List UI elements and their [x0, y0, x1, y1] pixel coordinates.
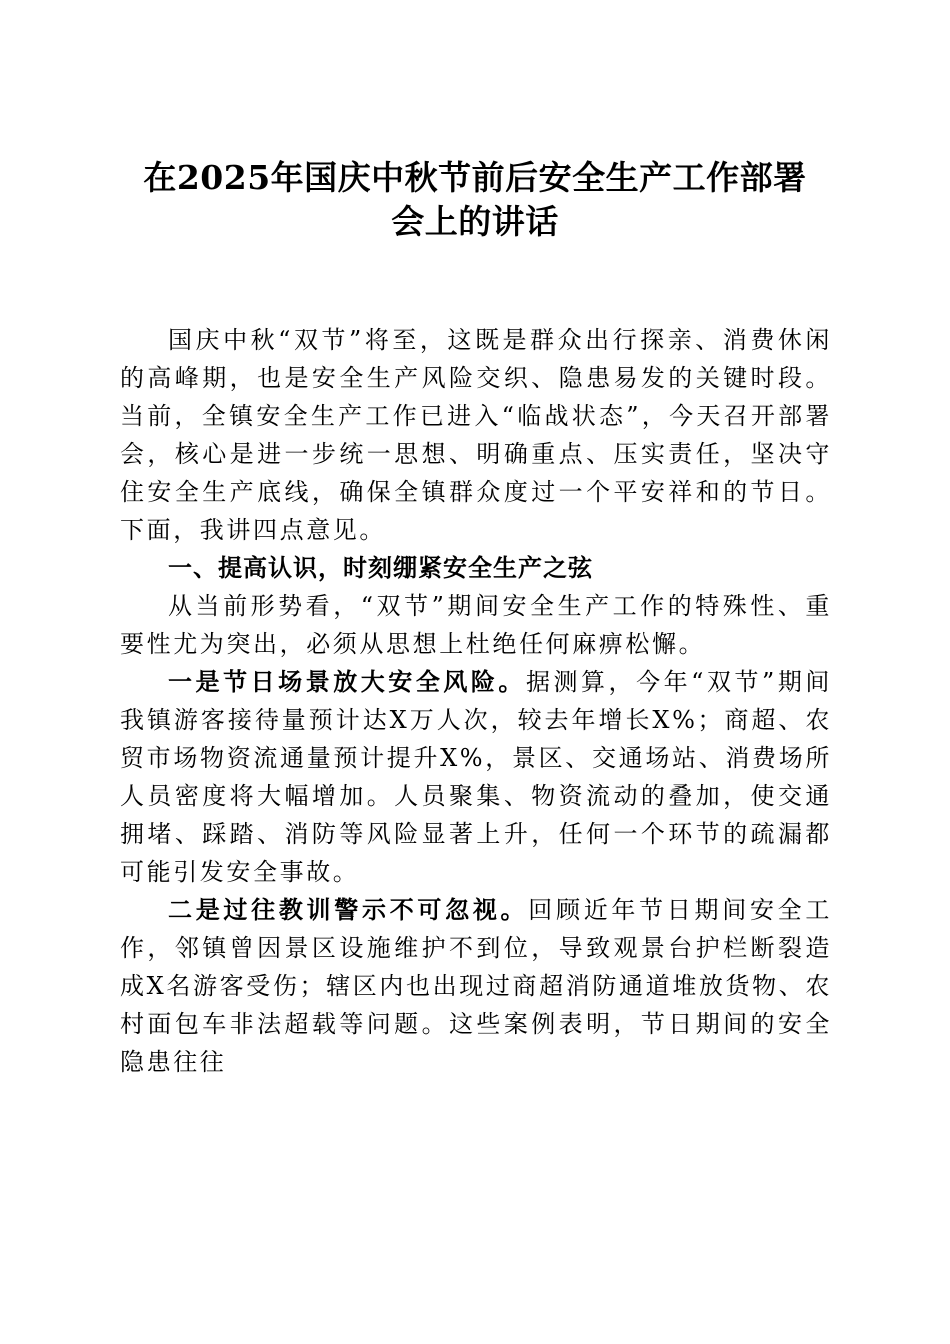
section-heading-1: 一、提高认识，时刻绷紧安全生产之弦: [168, 554, 593, 582]
point-1-text: 据测算，今年“双节”期间我镇游客接待量预计达X万人次，较去年增长X%；商超、农贸市场物资流通量预计提升X%，景区、交通场站、消费场所人员密度将大幅增加。人员聚集、物资流动的叠加，使交通拥堵、踩踏、消防等风险显著上升，任何一个环节的疏漏都可能引发安全事故。: [120, 668, 832, 886]
section-1-intro-paragraph: 从当前形势看，“双节”期间安全生产工作的特殊性、重要性尤为突出，必须从思想上杜绝任何麻痹松懈。: [120, 592, 832, 658]
point-2-paragraph: [120, 891, 832, 1081]
document-title: [100, 156, 850, 244]
point-1-paragraph: [120, 663, 832, 891]
intro-paragraph: 国庆中秋“双节”将至，这既是群众出行探亲、消费休闲的高峰期，也是安全生产风险交织、隐患易发的关键时段。当前，全镇安全生产工作已进入“临战状态”，今天召开部署会，核心是进一步统一思想、明确重点、压实责任，坚决守住安全生产底线，确保全镇群众度过一个平安祥和的节日。下面，我讲四点意见。: [120, 326, 832, 544]
point-2-text: 回顾近年节日期间安全工作，邻镇曾因景区设施维护不到位，导致观景台护栏断裂造成X名游客受伤；辖区内也出现过商超消防通道堆放货物、农村面包车非法超载等问题。这些案例表明，节日期间的安全隐患往往: [120, 896, 832, 1076]
point-2-lead: 二是过往教训警示不可忽视。: [168, 895, 529, 924]
title-line-1: 在2025年国庆中秋节前后安全生产工作部署: [143, 158, 807, 197]
title-line-2: 会上的讲话: [391, 202, 559, 241]
point-1-lead: 一是节日场景放大安全风险。: [168, 667, 526, 696]
document-body: [120, 321, 832, 1081]
